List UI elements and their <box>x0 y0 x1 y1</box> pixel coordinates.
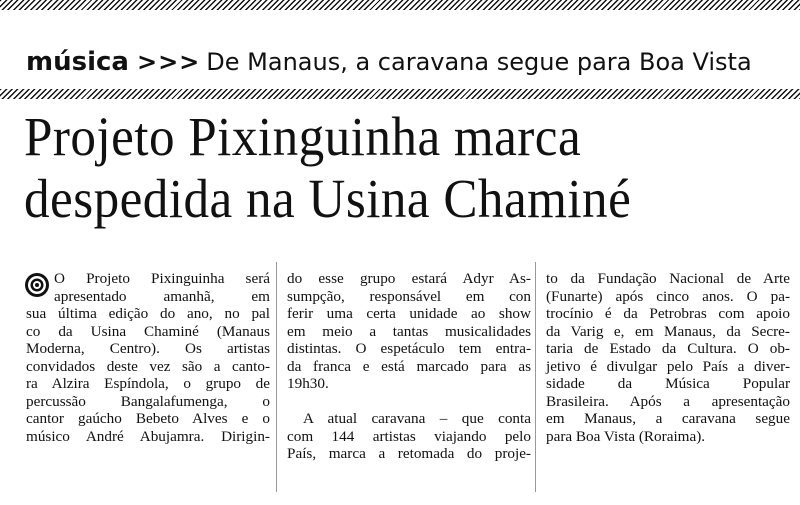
text-line: ferir uma certa unidade ao show <box>287 305 531 322</box>
text-line: A atual caravana – que conta <box>303 410 531 427</box>
column-2 <box>287 270 531 463</box>
headline-line-2: despedida na Usina Chaminé <box>24 168 632 229</box>
column-1 <box>26 270 270 445</box>
kicker-text: De Manaus, a caravana segue para Boa Vista <box>206 48 752 76</box>
text-line: da Varig e, em Manaus, da Secre- <box>546 322 790 340</box>
text-line: da franca e está marcado para as <box>287 357 531 375</box>
text-line: distintas. O espetáculo tem entra- <box>287 340 531 357</box>
section-kicker <box>26 44 752 80</box>
text-line: sua última edição do ano, no pal <box>26 305 270 322</box>
top-hatch-rule <box>0 0 800 10</box>
text-line: sumpção, responsável em con <box>287 287 531 305</box>
text-line: percussão Bangalafumenga, o <box>26 392 270 410</box>
text-line: to da Fundação Nacional de Arte <box>546 270 790 287</box>
text-line: do esse grupo estará Adyr As- <box>287 270 531 287</box>
text-line: cantor gaúcho Bebeto Alves e o <box>26 410 270 427</box>
text-line: apresentado amanhã, em <box>54 287 270 305</box>
text-line: co da Usina Chaminé (Manaus <box>26 322 270 340</box>
column-3 <box>546 270 790 445</box>
text-line: Moderna, Centro). Os artistas <box>26 340 270 357</box>
text-line: ra Alzira Espíndola, o grupo de <box>26 375 270 392</box>
headline <box>24 106 731 230</box>
paragraph-gap <box>287 393 531 411</box>
text-line: taria de Estado da Cultura. O ob- <box>546 340 790 357</box>
column-divider-2 <box>535 262 536 492</box>
column-divider-1 <box>276 262 277 492</box>
text-line: em Manaus, a caravana segue <box>546 410 790 427</box>
text-line: em meio a tantas musicalidades <box>287 322 531 340</box>
text-line: convidados deste vez são a canto- <box>26 357 270 375</box>
text-line: País, marca a retomada do proje- <box>287 445 531 462</box>
bottom-hatch-rule <box>0 89 800 99</box>
text-line: com 144 artistas viajando pelo <box>287 427 531 445</box>
text-line: 19h30. <box>287 375 329 392</box>
kicker-arrows: >>> <box>136 48 201 76</box>
text-line: O Projeto Pixinguinha será <box>54 270 270 287</box>
text-line: sidade da Música Popular <box>546 375 790 392</box>
text-line: músico André Abujamra. Dirigin- <box>26 427 270 445</box>
target-bullet-icon <box>24 272 50 298</box>
headline-line-1: Projeto Pixinguinha marca <box>24 106 582 167</box>
text-line: Brasileira. Após a apresentação <box>546 392 790 410</box>
text-line: para Boa Vista (Roraima). <box>546 427 706 445</box>
text-line: (Funarte) após cinco anos. O pa- <box>546 287 790 305</box>
text-line: jetivo é divulgar pelo País a diver- <box>546 357 790 375</box>
section-label: música <box>26 47 129 77</box>
text-line: trocínio é da Petrobras com apoio <box>546 305 790 322</box>
